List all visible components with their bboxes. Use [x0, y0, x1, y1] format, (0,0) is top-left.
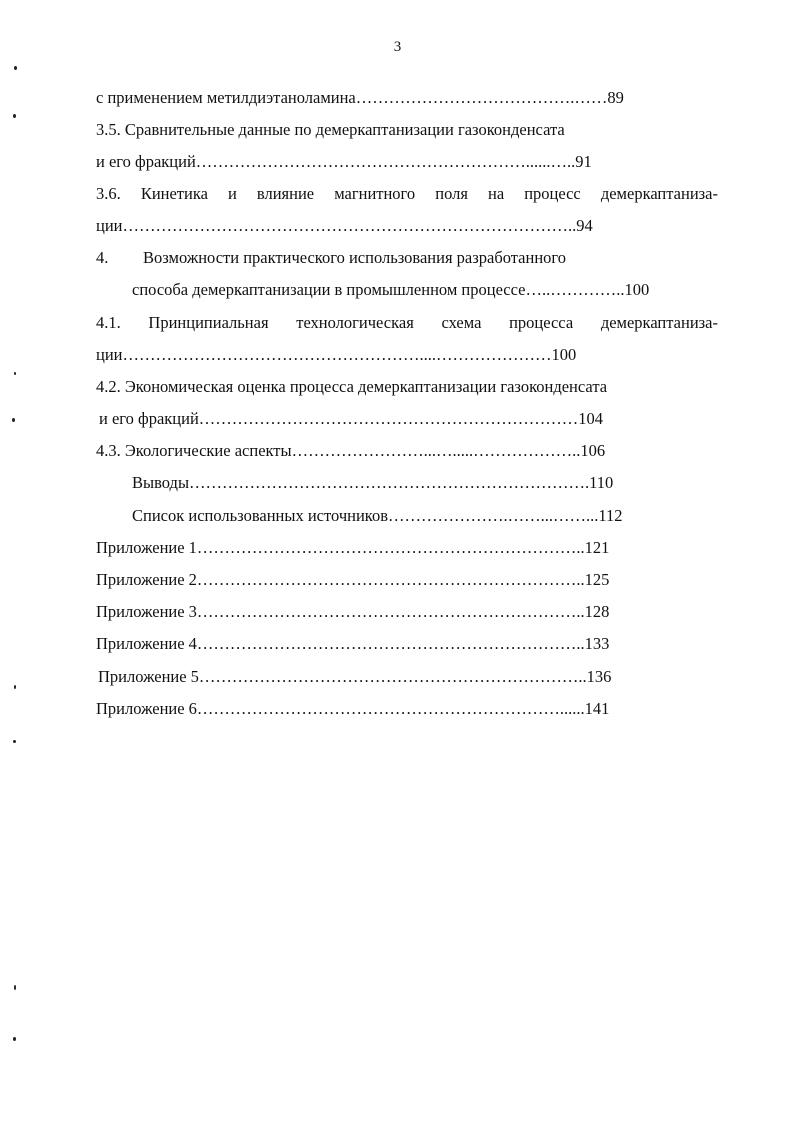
scan-speck [13, 740, 16, 743]
toc-entry-conclusions: Выводы……………………………………………………………….110 [132, 473, 614, 492]
toc-entry-4-2: 4.2. Экономическая оценка процесса демеркаптанизации газоконденсата [96, 377, 608, 396]
scan-speck [14, 985, 16, 990]
toc-entry-3-5: 3.5. Сравнительные данные по демеркаптанизации газоконденсата [96, 120, 565, 139]
toc-entry-4-1: 4.1. Принципиальная технологическая схема процесса демеркаптаниза- [96, 313, 718, 332]
toc-entry-3-6-continuation: ции………………………………………………………………………..94 [96, 216, 593, 235]
toc-entry-appendix-3: Приложение 3……………………………………………………………..128 [96, 602, 610, 621]
toc-entry-4-3: 4.3. Экологические аспекты……………………...….....………………..106 [96, 441, 606, 460]
toc-entry-appendix-1: Приложение 1……………………………………………………………..121 [96, 538, 610, 557]
toc-entry-4: Возможности практического использования разработанного [143, 248, 567, 267]
toc-entry-3-5-continuation: и его фракций……………………………………………………......…..91 [96, 152, 592, 171]
toc-entry-appendix-4: Приложение 4……………………………………………………………..133 [96, 634, 610, 653]
scan-speck [13, 1037, 16, 1041]
toc-entry-3-4-continuation: с применением метилдиэтаноламина………………………………….……89 [96, 88, 624, 107]
toc-entry-appendix-5: Приложение 5……………………………………………………………..136 [98, 667, 612, 686]
scan-speck [13, 114, 16, 118]
scan-speck [12, 418, 15, 422]
toc-entry-3-6: 3.6. Кинетика и влияние магнитного поля на процесс демеркаптаниза- [96, 184, 718, 203]
toc-entry-4-continuation: способа демеркаптанизации в промышленном процессе…..…………..100 [132, 280, 650, 299]
toc-entry-appendix-2: Приложение 2……………………………………………………………..125 [96, 570, 610, 589]
toc-entry-4-2-continuation: и его фракций……………………………………………………………104 [99, 409, 604, 428]
toc-entry-4-number: 4. [96, 248, 109, 267]
toc-entry-4-1-continuation: ции………………………………………………....…………………100 [96, 345, 577, 364]
toc-entry-references: Список использованных источников………………….……...……...112 [132, 506, 623, 525]
scan-speck [14, 685, 16, 689]
page-number: 3 [393, 39, 402, 55]
scan-speck [14, 66, 17, 70]
scan-speck [14, 372, 16, 375]
toc-entry-appendix-6: Приложение 6…………………………………………………………......141 [96, 699, 610, 718]
